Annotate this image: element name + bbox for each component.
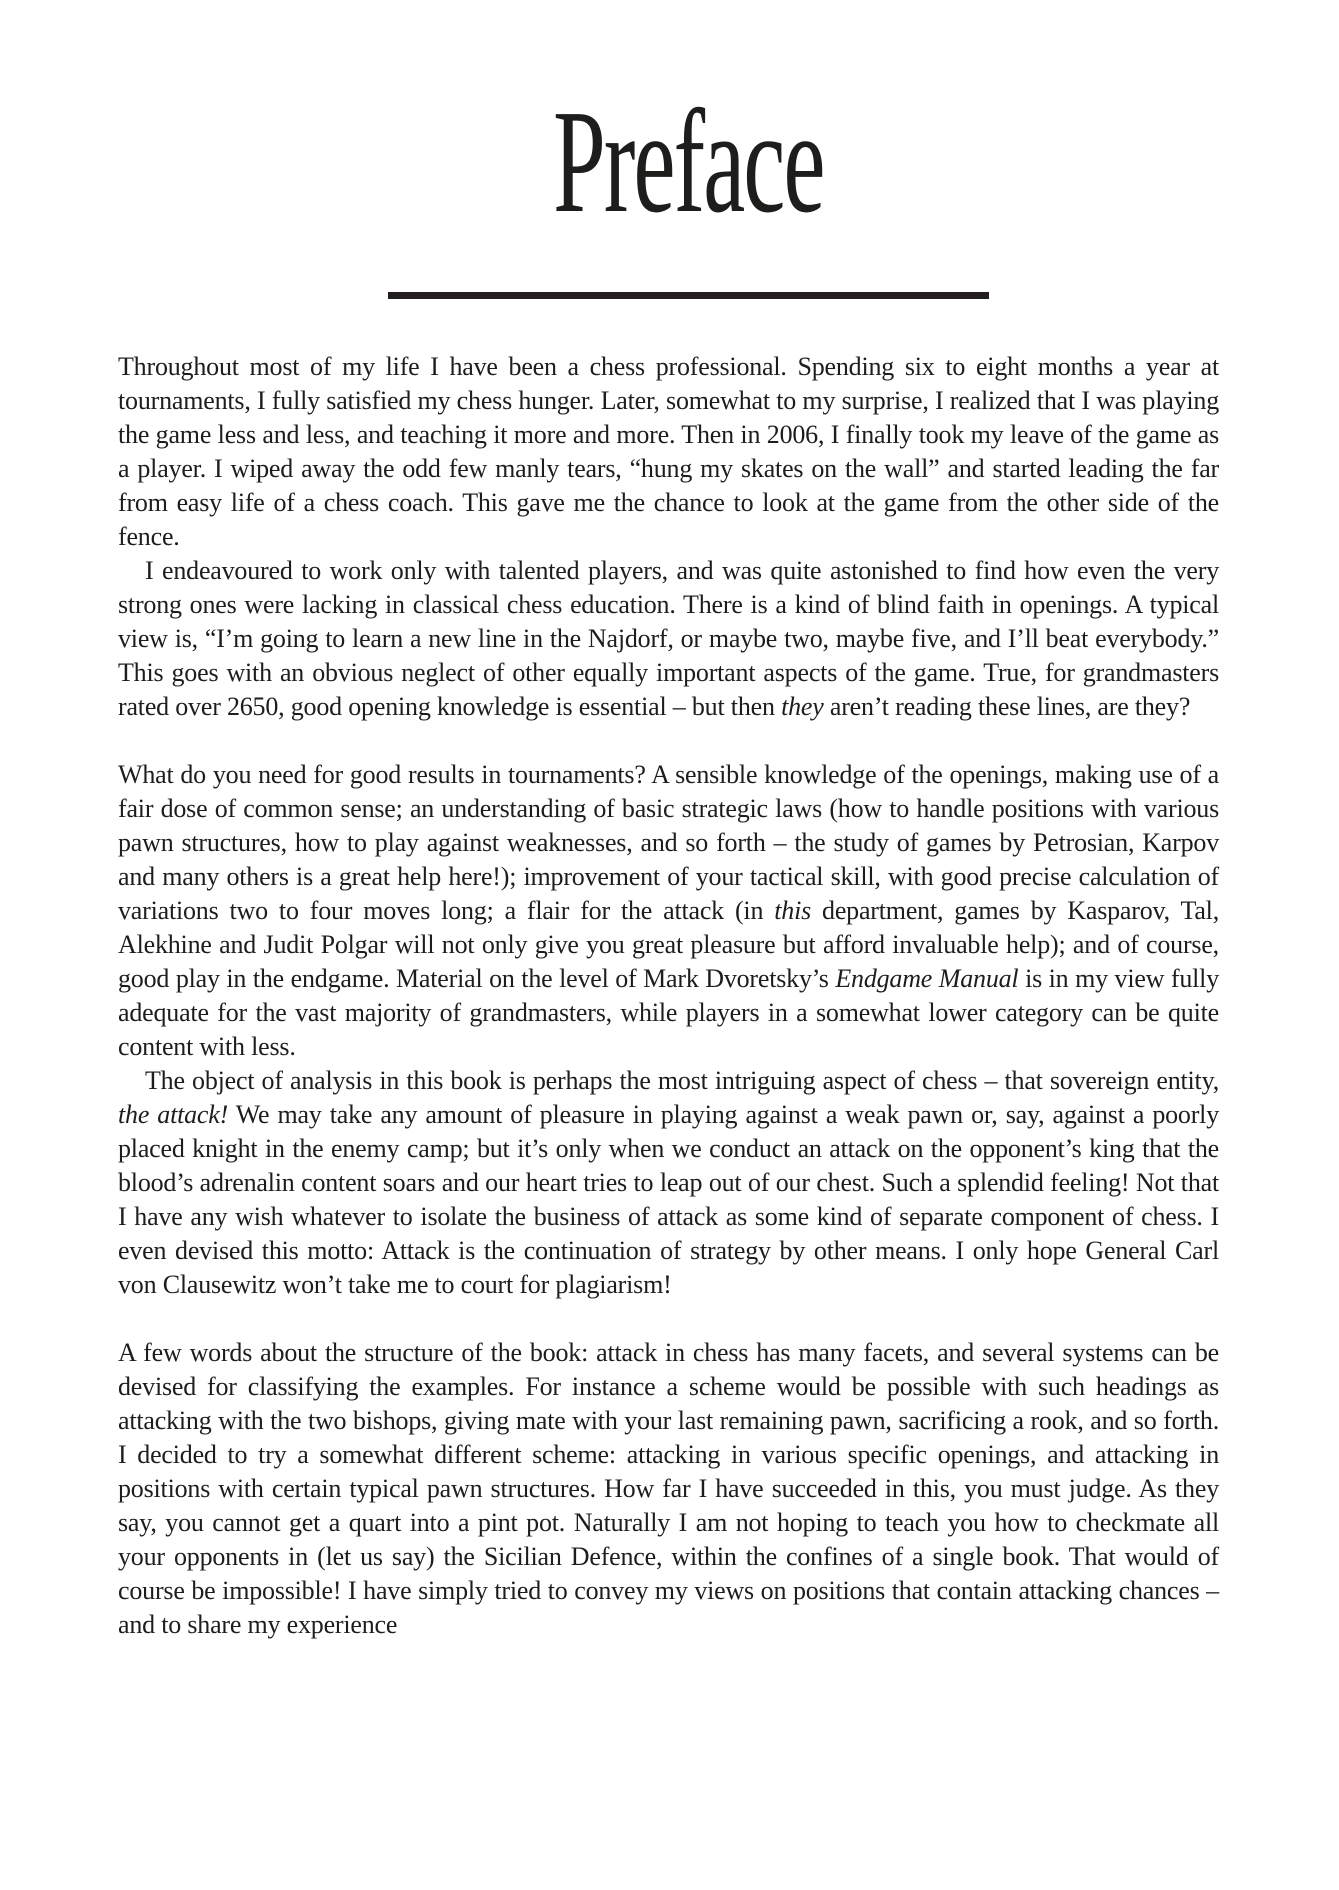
italic-text-run: this	[774, 896, 812, 925]
text-run: is in my view fully adequate for the vast majority of grandmasters, while players in a somewhat lower category can be quite content with less.	[118, 964, 1219, 1061]
text-run: A few words about the structure of the book: attack in chess has many facets, and several systems can be devised for classifying the examples. For instance a scheme would be possible with such headings as attacking with the two bishops, giving mate with your last remaining pawn, sacrificing a rook, and so forth. I decided to try a somewhat different scheme: attacking in various specific openings, and attacking in positions with certain typical pawn structures. How far I have succeeded in this, you must judge. As they say, you cannot get a quart into a pint pot. Naturally I am not hoping to teach you how to checkmate all your opponents in (let us say) the Sicilian Defence, within the confines of a single book. That would of course be impossible! I have simply tried to convey my views on positions that contain attacking chances – and to share my experience	[118, 1338, 1219, 1639]
italic-text-run: the attack!	[118, 1100, 229, 1129]
paragraph	[118, 1064, 1219, 1302]
text-run: What do you need for good results in tournaments? A sensible knowledge of the openings, making use of a fair dose of common sense; an understanding of basic strategic laws (how to handle positions with various pawn structures, how to play against weaknesses, and so forth – the study of games by Petrosian, Karpov and many others is a great help here!); improvement of your tactical skill, with good precise calculation of variations two to four moves long; a flair for the attack (in	[118, 760, 1219, 925]
title-underline	[388, 292, 989, 299]
paragraph	[118, 1336, 1219, 1642]
text-run: department, games by Kasparov, Tal, Alekhine and Judit Polgar will not only give you great pleasure but afford invaluable help); and of course, good play in the endgame. Material on the level of Mark Dvoretsky’s	[118, 896, 1219, 993]
paragraph	[118, 554, 1219, 724]
paragraph	[118, 758, 1219, 1064]
body-text	[118, 350, 1219, 1642]
italic-text-run: they	[781, 692, 824, 721]
text-run: I endeavoured to work only with talented players, and was quite astonished to find how even the very strong ones were lacking in classical chess education. There is a kind of blind faith in openings. A typical view is, “I’m going to learn a new line in the Najdorf, or maybe two, maybe five, and I’ll beat everybody.” This goes with an obvious neglect of other equally important aspects of the game. True, for grandmasters rated over 2650, good opening knowledge is essential – but then	[118, 556, 1219, 721]
text-run: aren’t reading these lines, are they?	[823, 692, 1191, 721]
page-title: Preface	[553, 80, 824, 244]
page-header	[0, 80, 1339, 244]
text-run: The object of analysis in this book is perhaps the most intriguing aspect of chess – that sovereign entity,	[145, 1066, 1219, 1095]
paragraph	[118, 350, 1219, 554]
text-run: We may take any amount of pleasure in playing against a weak pawn or, say, against a poorly placed knight in the enemy camp; but it’s only when we conduct an attack on the opponent’s king that the blood’s adrenalin content soars and our heart tries to leap out of our chest. Such a splendid feeling! Not that I have any wish whatever to isolate the business of attack as some kind of separate component of chess. I even devised this motto: Attack is the continuation of strategy by other means. I only hope General Carl von Clausewitz won’t take me to court for plagiarism!	[118, 1100, 1220, 1299]
text-run: Throughout most of my life I have been a chess professional. Spending six to eight months a year at tournaments, I fully satisfied my chess hunger. Later, somewhat to my surprise, I realized that I was playing the game less and less, and teaching it more and more. Then in 2006, I finally took my leave of the game as a player. I wiped away the odd few manly tears, “hung my skates on the wall” and started leading the far from easy life of a chess coach. This gave me the chance to look at the game from the other side of the fence.	[118, 352, 1219, 551]
italic-text-run: Endgame Manual	[835, 964, 1019, 993]
